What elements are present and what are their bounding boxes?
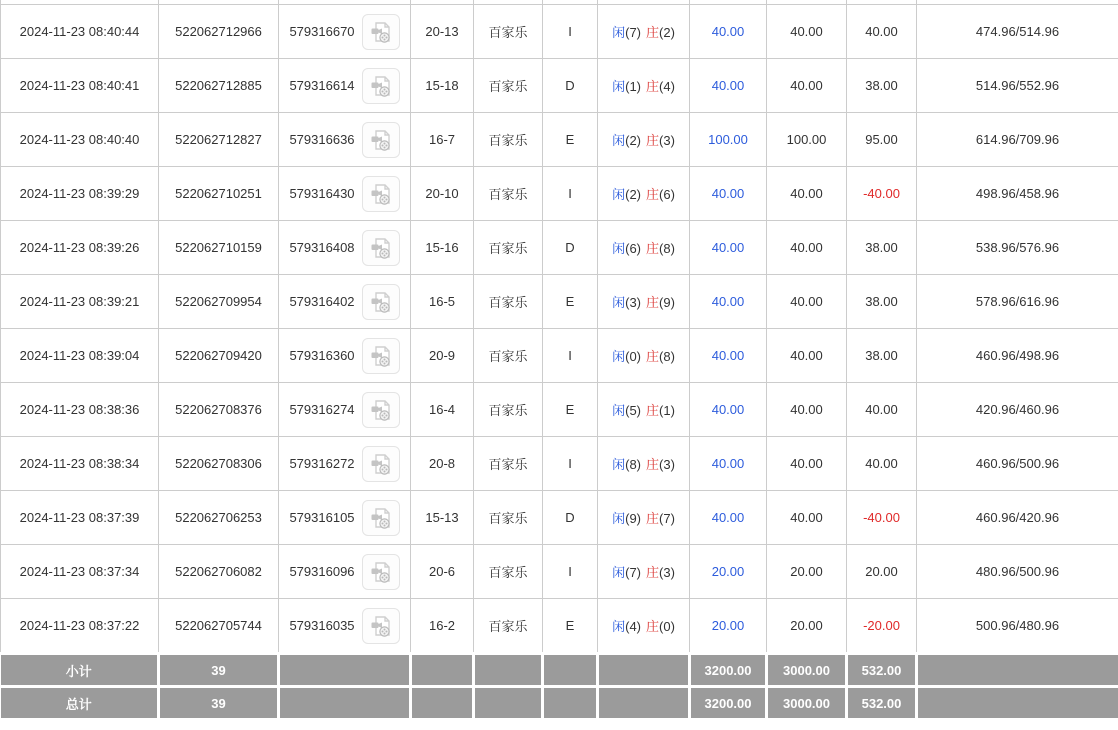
video-file-icon bbox=[368, 127, 394, 153]
video-replay-button[interactable] bbox=[362, 176, 400, 212]
player-count: (9) bbox=[625, 511, 641, 526]
game-id-cell bbox=[279, 437, 411, 491]
game-type: 百家乐 bbox=[474, 275, 543, 329]
banker-label: 庄 bbox=[646, 187, 660, 202]
result-cell bbox=[598, 221, 690, 275]
balance-before-after: 538.96/576.96 bbox=[917, 221, 1118, 275]
game-type: 百家乐 bbox=[474, 545, 543, 599]
player-label: 闲 bbox=[612, 79, 626, 94]
seat-letter: E bbox=[543, 599, 598, 654]
game-id-cell bbox=[279, 5, 411, 59]
game-type: 百家乐 bbox=[474, 383, 543, 437]
video-replay-button[interactable] bbox=[362, 68, 400, 104]
table-round: 16-5 bbox=[411, 275, 474, 329]
player-label: 闲 bbox=[612, 241, 626, 256]
seat-letter: I bbox=[543, 329, 598, 383]
win-loss: 38.00 bbox=[847, 275, 917, 329]
video-replay-button[interactable] bbox=[362, 392, 400, 428]
bet-time: 2024-11-23 08:37:22 bbox=[1, 599, 159, 654]
game-id: 579316614 bbox=[289, 78, 355, 93]
bet-id: 522062712966 bbox=[159, 5, 279, 59]
bet-id: 522062708376 bbox=[159, 383, 279, 437]
empty-cell bbox=[598, 654, 690, 687]
game-type: 百家乐 bbox=[474, 113, 543, 167]
result-cell bbox=[598, 437, 690, 491]
total-count: 39 bbox=[159, 687, 279, 720]
video-replay-button[interactable] bbox=[362, 122, 400, 158]
valid-amount: 20.00 bbox=[767, 545, 847, 599]
result-cell bbox=[598, 59, 690, 113]
valid-amount: 20.00 bbox=[767, 599, 847, 654]
video-file-icon bbox=[368, 19, 394, 45]
empty-cell bbox=[279, 654, 411, 687]
banker-label: 庄 bbox=[646, 403, 660, 418]
bet-amount-link[interactable]: 40.00 bbox=[690, 329, 767, 383]
result-cell bbox=[598, 383, 690, 437]
win-loss: 95.00 bbox=[847, 113, 917, 167]
table-row bbox=[1, 383, 1118, 437]
total-winloss: 532.00 bbox=[847, 687, 917, 720]
table-round: 20-13 bbox=[411, 5, 474, 59]
video-file-icon bbox=[368, 181, 394, 207]
video-file-icon bbox=[368, 613, 394, 639]
game-id: 579316670 bbox=[289, 24, 355, 39]
game-id-cell bbox=[279, 275, 411, 329]
game-type: 百家乐 bbox=[474, 329, 543, 383]
balance-before-after: 460.96/420.96 bbox=[917, 491, 1118, 545]
video-file-icon bbox=[368, 397, 394, 423]
balance-before-after: 474.96/514.96 bbox=[917, 5, 1118, 59]
result-cell bbox=[598, 329, 690, 383]
result-cell bbox=[598, 167, 690, 221]
valid-amount: 40.00 bbox=[767, 167, 847, 221]
table-round: 16-7 bbox=[411, 113, 474, 167]
game-id: 579316360 bbox=[289, 348, 355, 363]
player-count: (1) bbox=[625, 79, 641, 94]
table-row bbox=[1, 545, 1118, 599]
table-round: 16-2 bbox=[411, 599, 474, 654]
seat-letter: I bbox=[543, 545, 598, 599]
balance-before-after: 498.96/458.96 bbox=[917, 167, 1118, 221]
balance-before-after: 480.96/500.96 bbox=[917, 545, 1118, 599]
bet-amount-link[interactable]: 20.00 bbox=[690, 545, 767, 599]
video-replay-button[interactable] bbox=[362, 230, 400, 266]
valid-amount: 40.00 bbox=[767, 275, 847, 329]
bet-time: 2024-11-23 08:40:44 bbox=[1, 5, 159, 59]
table-row bbox=[1, 437, 1118, 491]
bet-amount-link[interactable]: 20.00 bbox=[690, 599, 767, 654]
bet-id: 522062710251 bbox=[159, 167, 279, 221]
banker-label: 庄 bbox=[646, 619, 660, 634]
result-cell bbox=[598, 275, 690, 329]
seat-letter: E bbox=[543, 383, 598, 437]
player-label: 闲 bbox=[612, 295, 626, 310]
game-id-cell bbox=[279, 491, 411, 545]
video-replay-button[interactable] bbox=[362, 500, 400, 536]
video-replay-button[interactable] bbox=[362, 446, 400, 482]
balance-before-after: 420.96/460.96 bbox=[917, 383, 1118, 437]
result-cell bbox=[598, 5, 690, 59]
table-round: 15-13 bbox=[411, 491, 474, 545]
bet-amount-link[interactable]: 40.00 bbox=[690, 491, 767, 545]
win-loss: 40.00 bbox=[847, 437, 917, 491]
subtotal-row bbox=[1, 654, 1118, 687]
total-valid: 3000.00 bbox=[767, 687, 847, 720]
empty-cell bbox=[474, 654, 543, 687]
video-replay-button[interactable] bbox=[362, 14, 400, 50]
table-row bbox=[1, 5, 1118, 59]
bet-id: 522062709420 bbox=[159, 329, 279, 383]
table-body bbox=[1, 0, 1118, 654]
bet-amount-link[interactable]: 40.00 bbox=[690, 383, 767, 437]
video-replay-button[interactable] bbox=[362, 338, 400, 374]
bet-time: 2024-11-23 08:38:36 bbox=[1, 383, 159, 437]
banker-count: (3) bbox=[659, 457, 675, 472]
seat-letter: I bbox=[543, 167, 598, 221]
banker-label: 庄 bbox=[646, 25, 660, 40]
banker-count: (3) bbox=[659, 133, 675, 148]
subtotal-count: 39 bbox=[159, 654, 279, 687]
bet-amount-link[interactable]: 40.00 bbox=[690, 221, 767, 275]
empty-cell bbox=[543, 654, 598, 687]
bet-amount-link[interactable]: 40.00 bbox=[690, 5, 767, 59]
valid-amount: 40.00 bbox=[767, 491, 847, 545]
video-file-icon bbox=[368, 451, 394, 477]
win-loss: -40.00 bbox=[847, 491, 917, 545]
player-count: (7) bbox=[625, 25, 641, 40]
game-id: 579316274 bbox=[289, 402, 355, 417]
banker-count: (2) bbox=[659, 25, 675, 40]
banker-count: (6) bbox=[659, 187, 675, 202]
balance-before-after: 500.96/480.96 bbox=[917, 599, 1118, 654]
win-loss: 40.00 bbox=[847, 383, 917, 437]
seat-letter: D bbox=[543, 491, 598, 545]
bet-amount-link[interactable]: 40.00 bbox=[690, 275, 767, 329]
subtotal-winloss: 532.00 bbox=[847, 654, 917, 687]
player-label: 闲 bbox=[612, 457, 626, 472]
bet-id: 522062712827 bbox=[159, 113, 279, 167]
bet-id: 522062708306 bbox=[159, 437, 279, 491]
game-id-cell bbox=[279, 545, 411, 599]
table-row bbox=[1, 275, 1118, 329]
empty-cell bbox=[917, 654, 1118, 687]
video-file-icon bbox=[368, 343, 394, 369]
win-loss: 38.00 bbox=[847, 221, 917, 275]
banker-label: 庄 bbox=[646, 79, 660, 94]
game-type: 百家乐 bbox=[474, 5, 543, 59]
subtotal-bet: 3200.00 bbox=[690, 654, 767, 687]
video-replay-button[interactable] bbox=[362, 284, 400, 320]
video-replay-button[interactable] bbox=[362, 554, 400, 590]
seat-letter: D bbox=[543, 221, 598, 275]
empty-cell bbox=[279, 687, 411, 720]
game-type: 百家乐 bbox=[474, 59, 543, 113]
empty-cell bbox=[598, 687, 690, 720]
player-label: 闲 bbox=[612, 619, 626, 634]
result-cell bbox=[598, 599, 690, 654]
bet-amount-link[interactable]: 40.00 bbox=[690, 59, 767, 113]
player-count: (5) bbox=[625, 403, 641, 418]
game-id: 579316430 bbox=[289, 186, 355, 201]
game-id: 579316636 bbox=[289, 132, 355, 147]
valid-amount: 40.00 bbox=[767, 329, 847, 383]
bet-amount-link[interactable]: 40.00 bbox=[690, 167, 767, 221]
video-file-icon bbox=[368, 289, 394, 315]
bet-id: 522062706253 bbox=[159, 491, 279, 545]
game-id-cell bbox=[279, 599, 411, 654]
player-count: (4) bbox=[625, 619, 641, 634]
win-loss: 38.00 bbox=[847, 329, 917, 383]
win-loss: 38.00 bbox=[847, 59, 917, 113]
bet-id: 522062712885 bbox=[159, 59, 279, 113]
player-count: (3) bbox=[625, 295, 641, 310]
total-bet: 3200.00 bbox=[690, 687, 767, 720]
banker-count: (8) bbox=[659, 241, 675, 256]
player-count: (2) bbox=[625, 133, 641, 148]
result-cell bbox=[598, 113, 690, 167]
table-row bbox=[1, 59, 1118, 113]
game-id: 579316408 bbox=[289, 240, 355, 255]
result-cell bbox=[598, 491, 690, 545]
banker-count: (4) bbox=[659, 79, 675, 94]
bet-amount-link[interactable]: 100.00 bbox=[690, 113, 767, 167]
table-round: 15-16 bbox=[411, 221, 474, 275]
table-round: 20-6 bbox=[411, 545, 474, 599]
table-round: 15-18 bbox=[411, 59, 474, 113]
game-id-cell bbox=[279, 167, 411, 221]
table-summary bbox=[1, 654, 1118, 720]
banker-count: (0) bbox=[659, 619, 675, 634]
video-file-icon bbox=[368, 235, 394, 261]
player-label: 闲 bbox=[612, 25, 626, 40]
video-replay-button[interactable] bbox=[362, 608, 400, 644]
player-count: (8) bbox=[625, 457, 641, 472]
table-row bbox=[1, 167, 1118, 221]
balance-before-after: 514.96/552.96 bbox=[917, 59, 1118, 113]
banker-label: 庄 bbox=[646, 295, 660, 310]
empty-cell bbox=[411, 654, 474, 687]
video-file-icon bbox=[368, 559, 394, 585]
game-type: 百家乐 bbox=[474, 599, 543, 654]
result-cell bbox=[598, 545, 690, 599]
table-round: 20-10 bbox=[411, 167, 474, 221]
bet-id: 522062706082 bbox=[159, 545, 279, 599]
balance-before-after: 614.96/709.96 bbox=[917, 113, 1118, 167]
valid-amount: 40.00 bbox=[767, 383, 847, 437]
banker-label: 庄 bbox=[646, 511, 660, 526]
subtotal-valid: 3000.00 bbox=[767, 654, 847, 687]
valid-amount: 40.00 bbox=[767, 437, 847, 491]
game-id: 579316402 bbox=[289, 294, 355, 309]
bet-time: 2024-11-23 08:39:29 bbox=[1, 167, 159, 221]
game-type: 百家乐 bbox=[474, 491, 543, 545]
table-row bbox=[1, 221, 1118, 275]
table-round: 16-4 bbox=[411, 383, 474, 437]
table-round: 20-9 bbox=[411, 329, 474, 383]
valid-amount: 40.00 bbox=[767, 221, 847, 275]
banker-count: (7) bbox=[659, 511, 675, 526]
banker-count: (8) bbox=[659, 349, 675, 364]
game-id-cell bbox=[279, 329, 411, 383]
game-id-cell bbox=[279, 221, 411, 275]
game-type: 百家乐 bbox=[474, 221, 543, 275]
player-count: (2) bbox=[625, 187, 641, 202]
valid-amount: 40.00 bbox=[767, 59, 847, 113]
player-label: 闲 bbox=[612, 511, 626, 526]
game-id-cell bbox=[279, 59, 411, 113]
banker-label: 庄 bbox=[646, 241, 660, 256]
banker-count: (3) bbox=[659, 565, 675, 580]
table-row bbox=[1, 491, 1118, 545]
subtotal-label: 小计 bbox=[1, 654, 159, 687]
game-id-cell bbox=[279, 113, 411, 167]
banker-count: (9) bbox=[659, 295, 675, 310]
video-file-icon bbox=[368, 505, 394, 531]
valid-amount: 100.00 bbox=[767, 113, 847, 167]
balance-before-after: 460.96/500.96 bbox=[917, 437, 1118, 491]
banker-label: 庄 bbox=[646, 349, 660, 364]
total-row bbox=[1, 687, 1118, 720]
bet-time: 2024-11-23 08:39:04 bbox=[1, 329, 159, 383]
game-type: 百家乐 bbox=[474, 437, 543, 491]
game-id: 579316035 bbox=[289, 618, 355, 633]
table-row bbox=[1, 599, 1118, 654]
game-id: 579316105 bbox=[289, 510, 355, 525]
player-count: (0) bbox=[625, 349, 641, 364]
player-label: 闲 bbox=[612, 565, 626, 580]
empty-cell bbox=[543, 687, 598, 720]
table-row bbox=[1, 329, 1118, 383]
seat-letter: D bbox=[543, 59, 598, 113]
balance-before-after: 460.96/498.96 bbox=[917, 329, 1118, 383]
bet-amount-link[interactable]: 40.00 bbox=[690, 437, 767, 491]
game-id: 579316096 bbox=[289, 564, 355, 579]
banker-label: 庄 bbox=[646, 457, 660, 472]
game-id-cell bbox=[279, 383, 411, 437]
player-count: (6) bbox=[625, 241, 641, 256]
player-label: 闲 bbox=[612, 187, 626, 202]
player-count: (7) bbox=[625, 565, 641, 580]
banker-label: 庄 bbox=[646, 133, 660, 148]
total-label: 总计 bbox=[1, 687, 159, 720]
seat-letter: I bbox=[543, 5, 598, 59]
banker-count: (1) bbox=[659, 403, 675, 418]
bet-time: 2024-11-23 08:40:40 bbox=[1, 113, 159, 167]
empty-cell bbox=[474, 687, 543, 720]
bet-time: 2024-11-23 08:37:39 bbox=[1, 491, 159, 545]
bet-time: 2024-11-23 08:39:21 bbox=[1, 275, 159, 329]
valid-amount: 40.00 bbox=[767, 5, 847, 59]
banker-label: 庄 bbox=[646, 565, 660, 580]
game-type: 百家乐 bbox=[474, 167, 543, 221]
bet-time: 2024-11-23 08:37:34 bbox=[1, 545, 159, 599]
empty-cell bbox=[411, 687, 474, 720]
bet-id: 522062709954 bbox=[159, 275, 279, 329]
seat-letter: I bbox=[543, 437, 598, 491]
balance-before-after: 578.96/616.96 bbox=[917, 275, 1118, 329]
empty-cell bbox=[917, 687, 1118, 720]
player-label: 闲 bbox=[612, 403, 626, 418]
bet-time: 2024-11-23 08:38:34 bbox=[1, 437, 159, 491]
player-label: 闲 bbox=[612, 133, 626, 148]
video-file-icon bbox=[368, 73, 394, 99]
seat-letter: E bbox=[543, 113, 598, 167]
win-loss: 20.00 bbox=[847, 545, 917, 599]
player-label: 闲 bbox=[612, 349, 626, 364]
game-id: 579316272 bbox=[289, 456, 355, 471]
bet-time: 2024-11-23 08:39:26 bbox=[1, 221, 159, 275]
win-loss: -40.00 bbox=[847, 167, 917, 221]
win-loss: 40.00 bbox=[847, 5, 917, 59]
bet-id: 522062710159 bbox=[159, 221, 279, 275]
table-round: 20-8 bbox=[411, 437, 474, 491]
table-row bbox=[1, 113, 1118, 167]
win-loss: -20.00 bbox=[847, 599, 917, 654]
seat-letter: E bbox=[543, 275, 598, 329]
bet-id: 522062705744 bbox=[159, 599, 279, 654]
bet-time: 2024-11-23 08:40:41 bbox=[1, 59, 159, 113]
